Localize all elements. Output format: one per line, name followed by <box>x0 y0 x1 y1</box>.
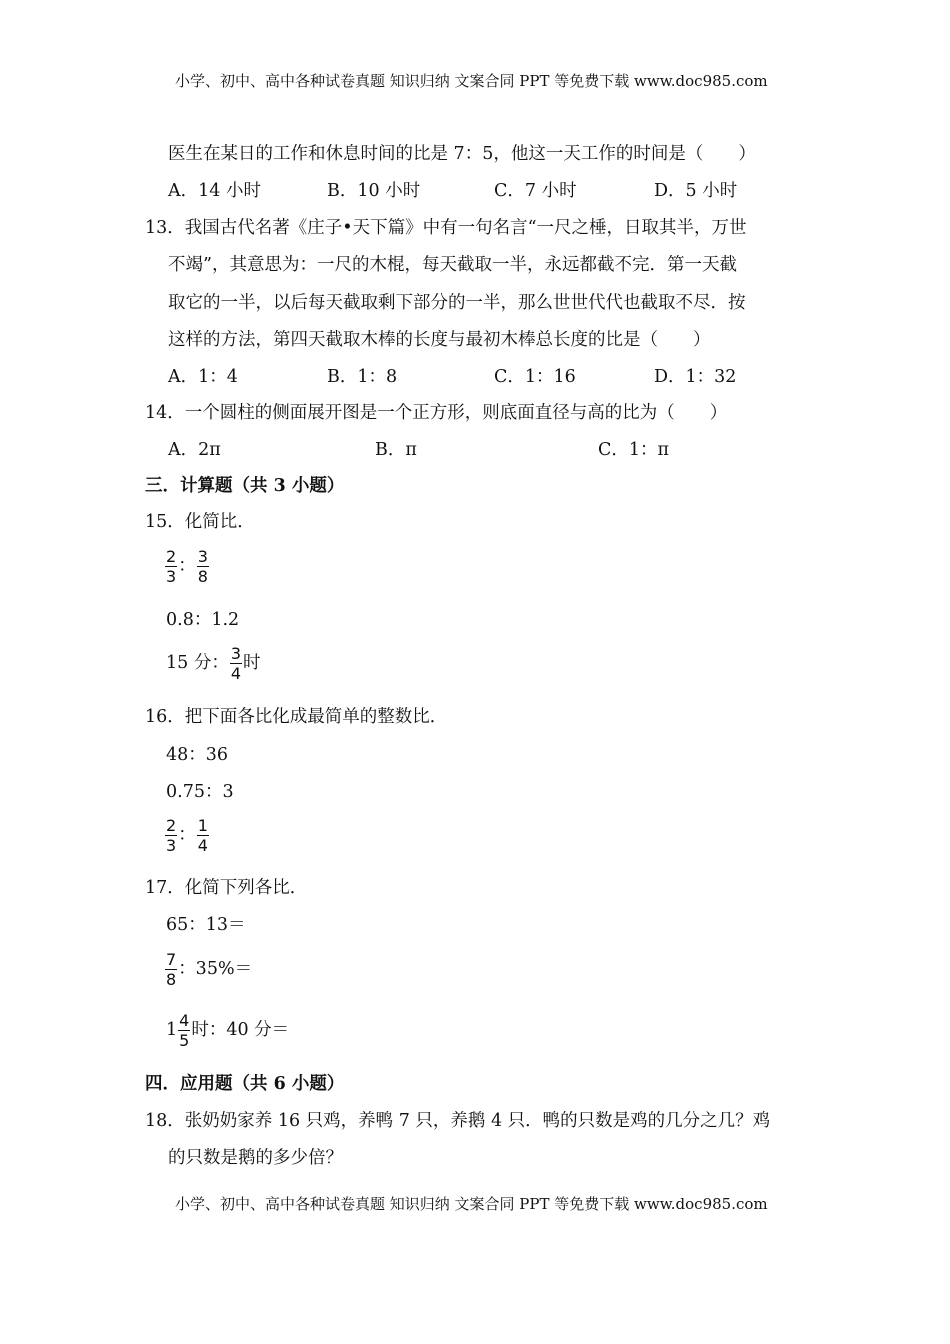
q18-line-2: 的只数是鹅的多少倍？ <box>168 1148 343 1168</box>
q13-line-4: 这样的方法，第四天截取木棒的长度与最初木棒总长度的比是（ ） <box>168 330 711 350</box>
q17-stem: 17．化简下列各比． <box>145 878 308 898</box>
fraction: $\frac{1}{4}$ <box>197 816 208 855</box>
q17-item-1: 65：13＝ <box>166 915 246 935</box>
fraction: $\frac{7}{8}$ <box>166 950 177 989</box>
q14-option-b: B．π <box>375 440 417 460</box>
q14-option-c: C．1：π <box>598 440 670 460</box>
fraction: $\frac{2}{3}$ <box>166 816 177 855</box>
q17-item-2: $\frac{7}{8}$ ：35%＝ <box>166 950 253 989</box>
q12-option-b: B．10 小时 <box>327 181 421 201</box>
q15-item-2: 0.8：1.2 <box>166 610 240 630</box>
page-header: 小学、初中、高中各种试卷真题 知识归纳 文案合同 PPT 等免费下载 www.doc985.com <box>175 72 768 90</box>
q14-option-a: A．2π <box>168 440 221 460</box>
q14-stem: 14．一个圆柱的侧面展开图是一个正方形，则底面直径与高的比为（ ） <box>145 403 728 423</box>
page-footer: 小学、初中、高中各种试卷真题 知识归纳 文案合同 PPT 等免费下载 www.doc985.com <box>175 1195 768 1213</box>
fraction: $\frac{3}{8}$ <box>197 547 208 586</box>
q12-option-c: C．7 小时 <box>494 181 577 201</box>
q16-item-1: 48：36 <box>166 745 229 765</box>
fraction: $\frac{2}{3}$ <box>166 547 177 586</box>
q16-item-2: 0.75：3 <box>166 782 234 802</box>
q17-item-3: 1 $\frac{4}{5}$ 时：40 分＝ <box>166 1011 290 1050</box>
q12-stem: 医生在某日的工作和休息时间的比是 7：5，他这一天工作的时间是（ ） <box>168 144 756 164</box>
q13-line-1: 13．我国古代名著《庄子•天下篇》中有一句名言“一尺之棰，日取其半，万世 <box>145 218 747 238</box>
q15-item-3: 15 分： $\frac{3}{4}$ 时 <box>166 644 261 683</box>
q12-option-d: D．5 小时 <box>654 181 738 201</box>
q13-option-d: D．1：32 <box>654 367 737 387</box>
q13-option-c: C．1：16 <box>494 367 576 387</box>
q18-line-1: 18．张奶奶家养 16 只鸡，养鸭 7 只，养鹅 4 只．鸭的只数是鸡的几分之几？鸡 <box>145 1111 771 1131</box>
q13-line-2: 不竭”，其意思为：一尺的木棍，每天截取一半，永远都截不完．第一天截 <box>168 255 737 275</box>
fraction: $\frac{3}{4}$ <box>230 644 242 683</box>
q15-item-1: $\frac{2}{3}$ ： $\frac{3}{8}$ <box>166 547 208 586</box>
q13-option-b: B．1：8 <box>327 367 398 387</box>
section-4-title: 四．应用题（共 6 小题） <box>145 1074 345 1094</box>
fraction: $\frac{4}{5}$ <box>179 1011 190 1050</box>
q13-option-a: A．1：4 <box>168 367 238 387</box>
q13-line-3: 取它的一半，以后每天截取剩下部分的一半，那么世世代代也截取不尽．按 <box>168 293 746 313</box>
section-3-title: 三．计算题（共 3 小题） <box>145 476 345 496</box>
q15-stem: 15．化简比． <box>145 512 255 532</box>
q12-option-a: A．14 小时 <box>168 181 261 201</box>
q16-item-3: $\frac{2}{3}$ ： $\frac{1}{4}$ <box>166 816 208 855</box>
q16-stem: 16．把下面各比化成最简单的整数比． <box>145 707 448 727</box>
